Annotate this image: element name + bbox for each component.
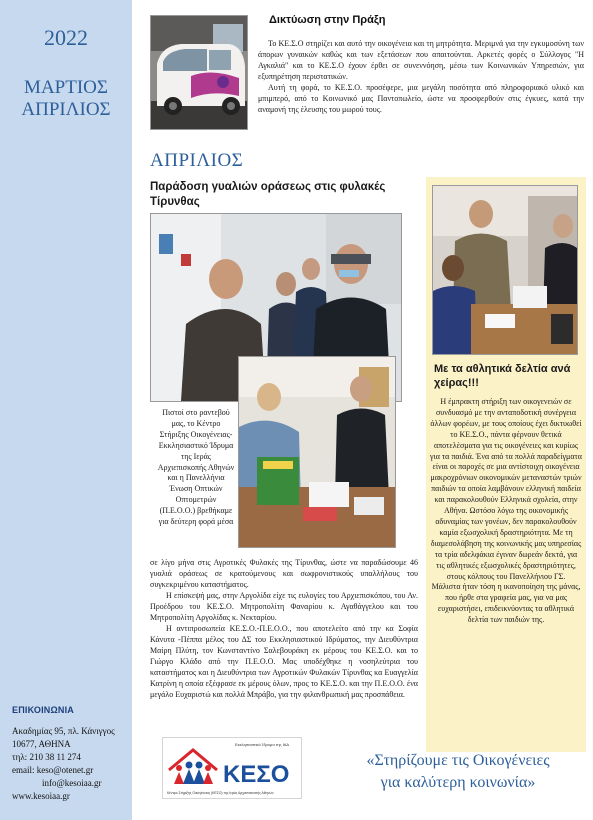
article-body-sports [430,397,582,626]
paragraph: Η έμπρακτη στήριξη των οικογενειών σε συνδυασμό με την ανταποδοτική συνέργεια άλλων φορέων, με τους οποίους έχει δικτυωθεί το ΚΕ.Σ.Ο., πάντα φέρνουν θετικά αποτελέσματα για τις οικογένειες και κυρίως για τα παιδιά. Ένα από τα πολλά παραδείγματα είναι οι παροχές σε μια αντίστοιχη οικογένεια μακροχρόνιων οικονομικών μεταναστών τριών παιδιών τα οποία λαμβάνουν ελληνική παιδεία και παρακολουθούν Ελληνικά σχολεία, στην Αθήνα. Ωστόσο λόγω της οικονομικής αδυναμίας των γονέων, δεν παρακολουθούν καμία εξωσχολική δραστηριότητα. Με τη διαμεσολάβηση της κοινωνικής μας υπηρεσίας τα τρία αδελφάκια έγιναν δωρεάν δεκτά, για τις αθλητικές εξωσχολικές δραστηριότητες, στους κόλπους του Πανελλήνιου ΓΣ. [430,397,582,581]
women-table-photo [238,356,396,548]
month-april: ΑΠΡΙΛΙΟΣ [21,99,111,120]
section-heading-april: ΑΠΡΙΛΙΟΣ [150,150,244,171]
paragraph: σε λίγο μήνα στις Αγροτικές Φυλακές της Τίρυνθας, ώστε να παραδώσουμε 46 γυαλιά οράσεως σε κρατούμενους και σωφρονιστικούς υπαλλήλους του συγκεκριμένου καταστήματος. [150,558,418,589]
month-march: ΜΑΡΤΙΟΣ [24,77,108,98]
van-photo [150,15,248,130]
logo-wordmark: ΚΕΣΟ [223,761,290,788]
paragraph: Η αντιπροσωπεία ΚΕ.Σ.Ο.-Π.Ε.Ο.Ο., που αποτελείτο από την κα Σοφία Κάνυτα -Πέππα μέλος του ΔΣ του Εκκλησιαστικού Ιδρύματος, την Διευθύντρια Μαίρη Πλύτη, τον Κωνσταντίνο Σαλεβουράκη εκ μέρους του ΚΕ.Σ.Ο. και το Γιώργο Κλάδο από την Π.Ε.Ο.Ο. Μας υποδέχθηκε η νοσηλεύτρια του καταστήματος και η Διευθύντρια των Αγροτικών Φυλακών Τίρυνθας κα Ευαγγελία Κατρίνη η οποία εξέφρασε εκ μέρους όλων, προς το ΚΕ.Σ.Ο. και την Π.Ε.Ο.Ο. ένα μεγάλο Ευχαριστώ και πολλά Μπράβο, για την φιλανθρωπική μας προσπάθεια. [150,624,418,699]
logo-tagline-bottom: Κέντρο Στήριξης Οικογένειας (ΚΕΣΟ) της Ιεράς Αρχιεπισκοπής Αθηνών [167,791,274,795]
email-link-2[interactable]: info@kesoiaa.gr [42,778,102,788]
article-title-sports: Με τα αθλητικά δελτία ανά χείρας!!! [434,363,571,389]
article-body-glasses [150,557,418,700]
address-line-1: Ακαδημίας 95, πλ. Κάνιγγος [12,726,115,736]
phone-number: τηλ: 210 38 11 274 [12,752,81,762]
article-body-networking [258,38,584,115]
address-line-2: 10677, ΑΘΗΝΑ [12,739,71,749]
logo-tagline-top: Εκκλησιαστικό Ίδρυμα της ΙΑΑ [235,742,290,747]
article-title-glasses: Παράδοση γυαλιών οράσεως στις φυλακές Τίρυνθας [150,181,386,208]
article-body-glasses-wrap: Πιστοί στο ραντεβού μας, το Κέντρο Στήριξης Οικογένειας-Εκκλησιαστικό Ίδρυμα της Ιεράς Αρχιεπισκοπής Αθηνών και η Πανελλήνια Ένωση Οπτικών Οπτομετρών (Π.Ε.Ο.Ο.) βρεθήκαμε για δεύτερη φορά μέσα [157,408,235,527]
issue-year: 2022 [44,25,88,50]
contact-heading: ΕΠΙΚΟΙΝΩΝΙΑ [12,705,75,715]
issue-months [0,77,132,121]
paragraph: Αυτή τη φορά, το ΚΕ.Σ.Ο. προσέφερε, μια μεγάλη ποσότητα από πληροφοριακό υλικό και μπιμπερό, από το Κοινωνικό μας Παντοπωλείο, ώστε να προσφερθούν στις έγκυες, κατά την αναμονή της έλευσης του μωρού τους. [258,83,584,114]
slogan-line-2: για καλύτερη κοινωνία» [380,774,536,791]
office-photo [432,185,578,355]
paragraph: Το ΚΕ.Σ.Ο στηρίζει και αυτό την οικογένεια και τη μητρότητα. Μεριμνά για την εγκυμοσύνη των άπορων γυναικών καθώς και των εξετάσεων που απαιτούνται. Αρκετές φορές ο Σύλλογος "Η Αγκαλιά" και το ΚΕ.Σ.Ο έχουν έρθει σε συνεννόηση, μέσω των Κοινωνικών Υπηρεσιών, για εξυπηρέτηση περιστατικών. [258,39,584,81]
paragraph: Η επίσκεψή μας, στην Αργολίδα είχε τις ευλογίες του Αρχιεπισκόπου, του Αν. Προέδρου του ΚΕ.Σ.Ο. Μητροπολίτη Φαναρίου κ. Αγαθάγγελου και του Μητροπολίτη Αργολίδας κ. Νεκταρίου. [150,591,418,622]
article-title-networking: Δικτύωση στην Πράξη [269,14,386,26]
sidebar [0,0,132,820]
slogan-line-1: «Στηρίζουμε τις Οικογένειες [366,752,550,769]
contact-block [12,725,130,803]
keso-logo [162,737,302,799]
website-link[interactable]: www.kesoiaa.gr [12,791,70,801]
slogan [327,750,589,794]
email-link-1[interactable]: email: keso@otenet.gr [12,765,94,775]
paragraph: Μάλιστα ήταν τόση η ικανοποίηση της μάνας, που ήρθε στα γραφεία μας, για να μας ευχαριστήσει, επιδεικνύοντας τα αθλητικά δελτία των παιδιών της. [431,582,581,625]
